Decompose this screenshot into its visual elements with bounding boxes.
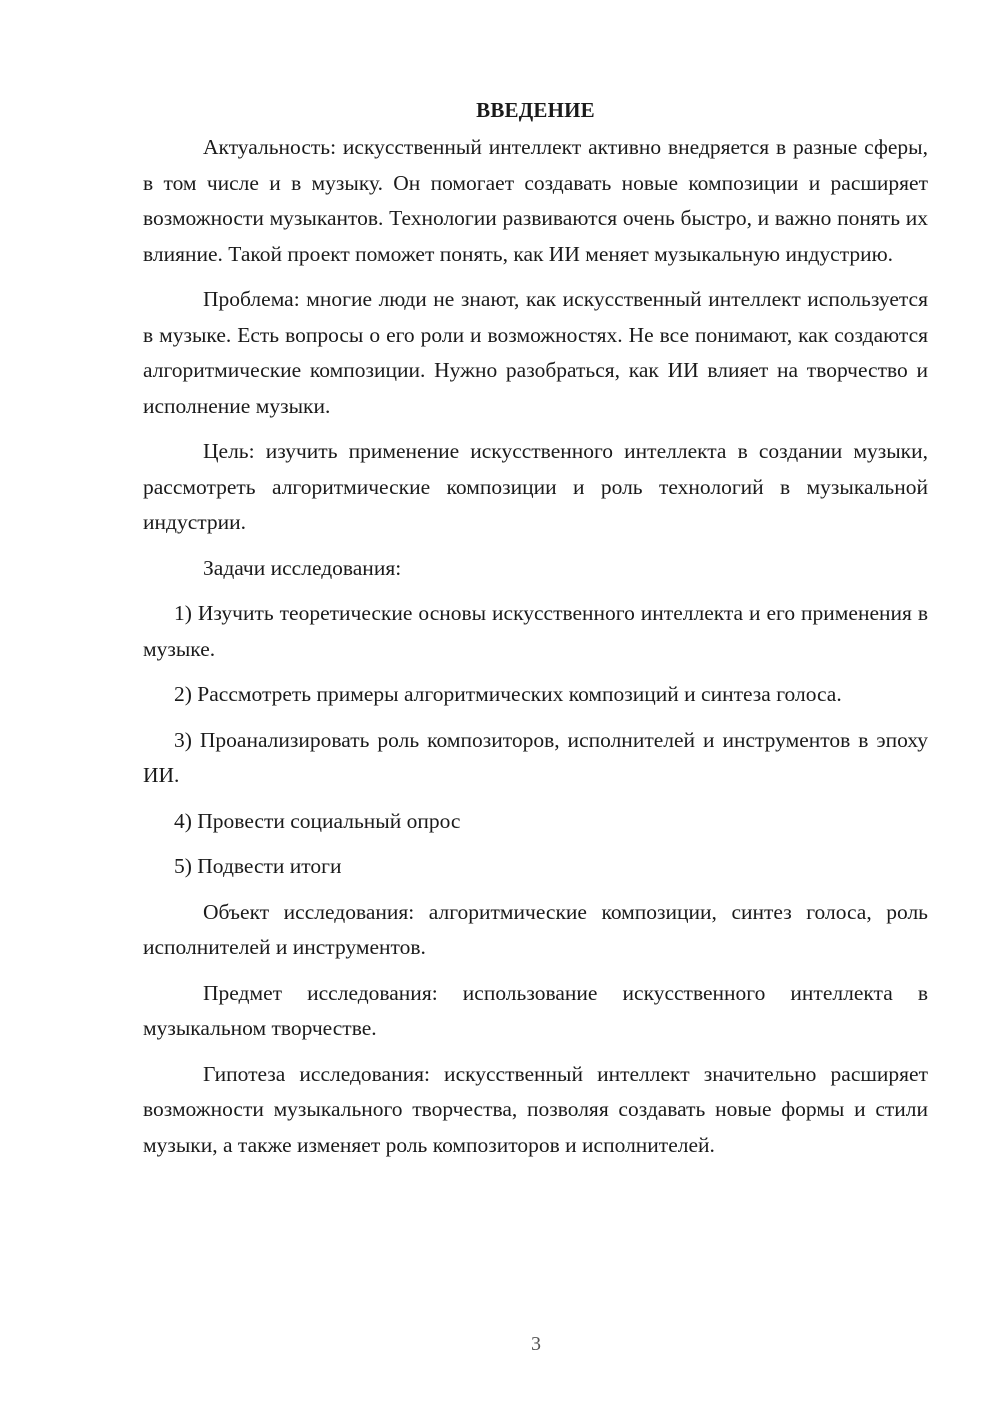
paragraph-relevance: Актуальность: искусственный интеллект активно внедряется в разные сферы, в том числе и в музыку. Он помогает создавать новые композиции и расширяет возможности музыкантов. Технологии развиваются очень быстро, и важно понять их влияние. Такой проект поможет понять, как ИИ меняет музыкальную индустрию.	[143, 135, 928, 266]
list-item-task-3: 3) Проанализировать роль композиторов, исполнителей и инструментов в эпоху ИИ.	[143, 727, 928, 787]
list-item-task-1: 1) Изучить теоретические основы искусственного интеллекта и его применения в музыке.	[143, 601, 928, 661]
list-item-task-4: 4) Провести социальный опрос	[174, 808, 461, 833]
paragraph-problem: Проблема: многие люди не знают, как искусственный интеллект используется в музыке. Есть вопросы о его роли и возможностях. Не все понимают, как создаются алгоритмические композиции. Нужно разобраться, как ИИ влияет на творчество и исполнение музыки.	[143, 287, 928, 418]
paragraph-hypothesis: Гипотеза исследования: искусственный интеллект значительно расширяет возможности музыкального творчества, позволяя создавать новые формы и стили музыки, а также изменяет роль композиторов и исполнителей.	[143, 1061, 928, 1157]
document-page	[143, 92, 928, 1173]
page-number: 3	[531, 1333, 541, 1355]
page-title: ВВЕДЕНИЕ	[476, 98, 595, 122]
paragraph-tasks-heading: Задачи исследования:	[203, 555, 402, 580]
paragraph-goal: Цель: изучить применение искусственного интеллекта в создании музыки, рассмотреть алгоритмические композиции и роль технологий в музыкальной индустрии.	[143, 439, 928, 534]
list-item-task-5: 5) Подвести итоги	[174, 854, 342, 878]
paragraph-subject: Предмет исследования: использование искусственного интеллекта в музыкальном творчестве.	[143, 980, 928, 1040]
list-item-task-2: 2) Рассмотреть примеры алгоритмических композиций и синтеза голоса.	[174, 682, 842, 706]
paragraph-object: Объект исследования: алгоритмические композиции, синтез голоса, роль исполнителей и инструментов.	[143, 899, 928, 959]
